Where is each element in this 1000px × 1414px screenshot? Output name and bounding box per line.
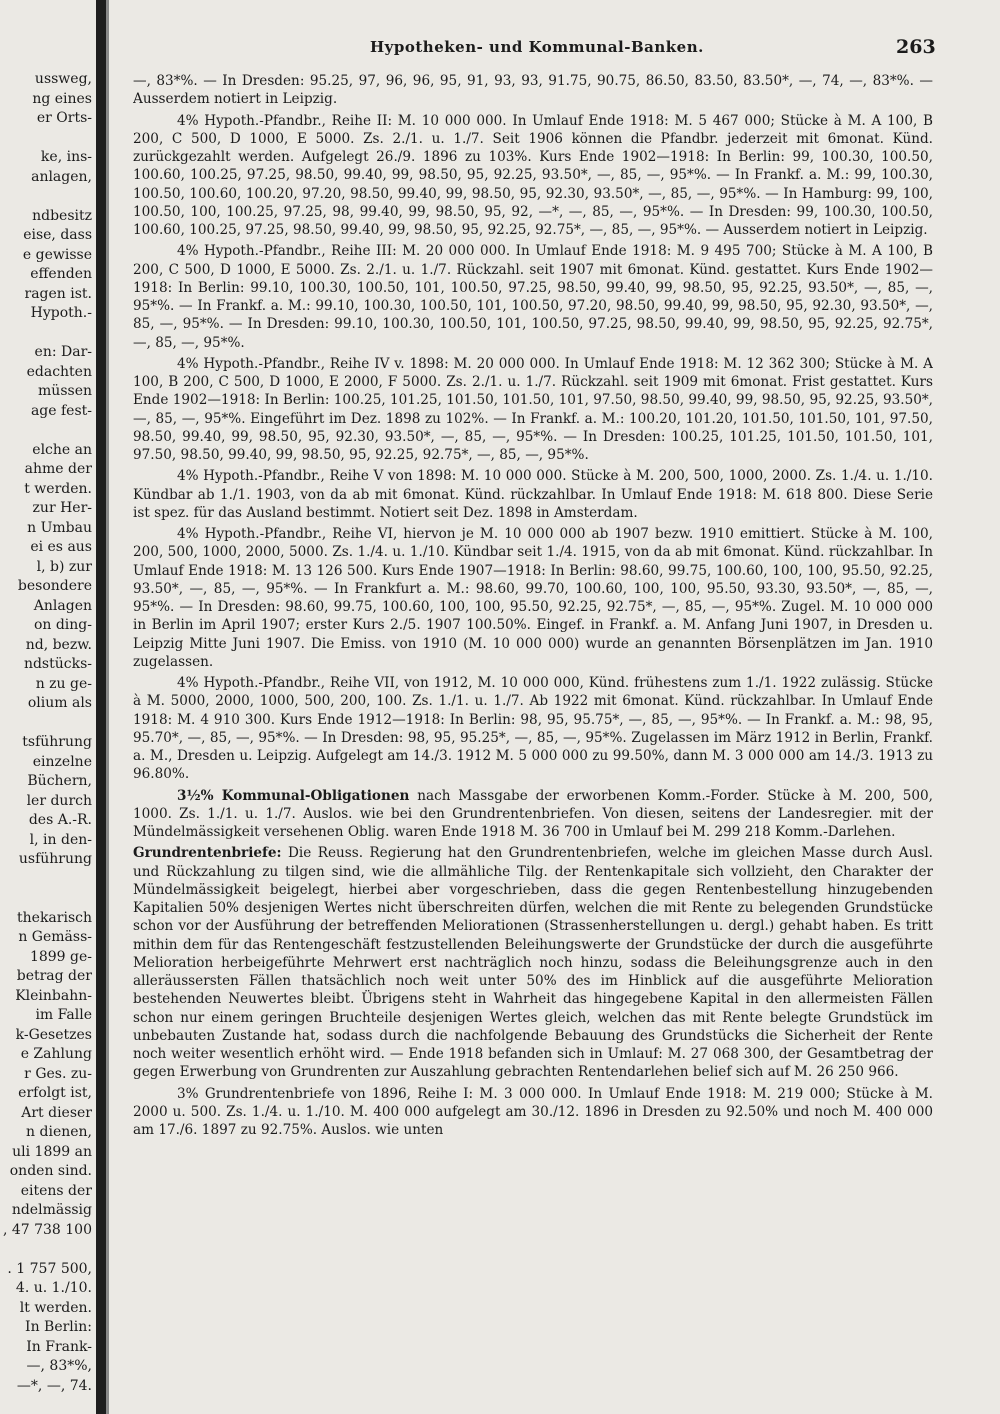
- adjacent-page-line: betrag der: [16, 968, 92, 984]
- paragraph-heading: Grundrentenbriefe:: [133, 845, 282, 862]
- paragraph-text: 4% Hypoth.-Pfandbr., Reihe VI, hiervon je M. 10 000 000 ab 1907 bezw. 1910 emittiert. Stücke à M. 100, 200, 500, 1000, 2000, 5000. Zs. 1./4. u. 1./10. Kündbar seit 1./4. 1915, von da ab mit 6monat. Künd. rückzahlbar. In Umlauf Ende 1918: M. 13 126 500. Kurs Ende 1907—1918: In Berlin: 98.60, 99.75, 100.60, 100, 100, 95.50, 92.25, 93.50*, —, 85, —, 95*%. — In Frankfurt a. M.: 98.60, 99.70, 100.60, 100, 100, 95.50, 93.30, 93.50*, —, 85, —, 95*%. — In Dresden: 98.60, 99.75, 100.60, 100, 100, 95.50, 92.25, 92.75*, —, 85, —, 95*%. Zugel. M. 10 000 000 in Berlin im April 1907; erster Kurs 2./5. 1907 100.50%. Eingef. in Frankf. a. M. Anfang Juni 1907, in Dresden u. Leipzig Mitte Juni 1907. Die Emiss. von 1910 (M. 10 000 000) wurde an genannten Börsenplätzen im Jan. 1910 zugelassen.: [133, 526, 933, 670]
- adjacent-page-line: ndstücks-: [23, 656, 92, 672]
- adjacent-page-line: k-Gesetzes: [15, 1026, 92, 1043]
- adjacent-page-line: , 47 738 100: [2, 1221, 92, 1238]
- paragraph: [133, 674, 933, 784]
- adjacent-page-line: besondere: [17, 578, 92, 594]
- adjacent-page-line: n Gemäss-: [18, 929, 92, 945]
- adjacent-page-line: ler durch: [26, 792, 92, 809]
- adjacent-page-line: thekarisch: [17, 909, 92, 926]
- adjacent-page-line: ke, ins-: [40, 149, 92, 165]
- adjacent-page-line: on ding-: [33, 617, 92, 633]
- adjacent-page-line: [0, 870, 96, 890]
- adjacent-page-line: Hypoth.-: [30, 305, 92, 321]
- adjacent-page-line: [0, 714, 96, 734]
- adjacent-page-line: onden sind.: [9, 1163, 92, 1179]
- adjacent-page-line: n zu ge-: [35, 675, 92, 692]
- adjacent-page-line: [0, 129, 96, 149]
- paragraph: [133, 242, 933, 352]
- paragraph-text: 4% Hypoth.-Pfandbr., Reihe II: M. 10 000 000. In Umlauf Ende 1918: M. 5 467 000; Stücke à M. A 100, B 200, C 500, D 1000, E 5000. Zs. 2./1. u. 1./7. Seit 1906 können die Pfandbr. jederzeit mit 6monat. Künd. zurückgezahlt werden. Aufgelegt 26./9. 1896 zu 103%. Kurs Ende 1902—1918: In Berlin: 99, 100.30, 100.50, 100.60, 100.25, 97.25, 98.50, 99.40, 99, 98.50, 95, 92.25, 93.50*, —, 85, —, 95*%. — In Frankf. a. M.: 99, 100.30, 100.50, 100.60, 100.20, 97.20, 98.50, 99.40, 99, 98.50, 95, 92.30, 93.50*, —, 85, —, 95*%. — In Hamburg: 99, 100, 100.50, 100, 100.25, 97.25, 98, 99.40, 99, 98.50, 95, 92, —*, —, 85, —, 95*%. — In Dresden: 99, 100.30, 100.50, 100.60, 100.25, 97.25, 98.50, 99.40, 99, 98.50, 95, 92.25, 92.75*, —, 85, —, 95*%. — Ausserdem notiert in Leipzig.: [133, 112, 933, 238]
- adjacent-page-line: ndbesitz: [32, 207, 92, 224]
- paragraph-text: 4% Hypoth.-Pfandbr., Reihe VII, von 1912, M. 10 000 000, Künd. frühestens zum 1./1. 1922 zulässig. Stücke à M. 5000, 2000, 1000, 500, 200, 100. Zs. 1./1. u. 1./7. Ab 1922 mit 6monat. Künd. rückzahlbar. In Umlauf Ende 1918: M. 4 910 300. Kurs Ende 1912—1918: In Berlin: 98, 95, 95.75*, —, 85, —, 95*%. — In Frankf. a. M.: 98, 95, 95.70*, —, 85, —, 95*%. — In Dresden: 98, 95, 95.25*, —, 85, —, 95*%. Zugelassen im März 1912 in Berlin, Frankf. a. M., Dresden u. Leipzig. Aufgelegt am 14./3. 1912 M. 5 000 000 zu 99.50%, dann M. 3 000 000 am 14./3. 1913 zu 96.80%.: [133, 675, 933, 783]
- adjacent-page-line: l, b) zur: [36, 558, 92, 575]
- paragraph-text: —, 83*%. — In Dresden: 95.25, 97, 96, 96, 95, 91, 93, 93, 91.75, 90.75, 86.50, 83.50, 83.50*, —, 74, —, 83*%. — Ausserdem notiert in Leipzig.: [133, 73, 933, 108]
- adjacent-page-line: age fest-: [30, 402, 92, 419]
- adjacent-page-line: In Frank-: [26, 1338, 92, 1355]
- adjacent-page-line: Art dieser: [21, 1104, 92, 1121]
- adjacent-page-line: e gewisse: [22, 246, 92, 263]
- adjacent-page-line: ng eines: [32, 90, 92, 107]
- paragraph-heading: 3½% Kommunal-Obligationen: [177, 787, 410, 804]
- adjacent-page-line: [0, 889, 96, 909]
- paragraph: [133, 844, 933, 1081]
- adjacent-page-line: —*, —, 74.: [16, 1377, 92, 1394]
- adjacent-page-line: edachten: [26, 363, 92, 380]
- adjacent-page-line: ragen ist.: [24, 285, 92, 302]
- paragraph-text: 4% Hypoth.-Pfandbr., Reihe IV v. 1898: M. 20 000 000. In Umlauf Ende 1918: M. 12 362 300; Stücke à M. A 100, B 200, C 500, D 1000, E 2000, F 5000. Zs. 2./1. u. 1./7. Rückzahl. seit 1909 mit 6monat. Frist gestattet. Kurs Ende 1902—1918: In Berlin: 100.25, 101.25, 101.50, 101.50, 101, 97.50, 98.50, 99.40, 99, 98.50, 95, 92.25, 93.50*, —, 85, —, 95*%. Eingeführt im Dez. 1898 zu 102%. — In Frankf. a. M.: 100.20, 101.20, 101.50, 101.50, 101, 97.50, 98.50, 99.40, 99, 98.50, 95, 92.30, 93.50*, —, 85, —, 95*%. — In Dresden: 100.25, 101.25, 101.50, 101.50, 101, 97.50, 98.50, 99.40, 99, 98.50, 95, 92.25, 92.75*, —, 85, —, 95*%.: [133, 355, 933, 463]
- paragraph-text: Die Reuss. Regierung hat den Grundrentenbriefen, welche im gleichen Masse durch Ausl. und Rückzahlung zu tilgen sind, wie die allmähliche Tilg. der Rentenkapitale sich vollzieht, den Charakter der Mündelmässigkeit beigelegt, hierbei aber vorgeschrieben, dass die gegen Rentenbestellung hinzugebenden Kapitalien 50% desjenigen Wertes nicht überschreiten dürfen, welchen die mit Rente zu belegenden Grundstücke schon vor der Ausführung der betreffenden Meliorationen (Strassenherstellungen u. dergl.) gehabt haben. Es tritt mithin dem für das Rentengeschäft festzustellenden Beleihungswerte der Grundstücke der durch die ausgeführte Melioration herbeigeführte Mehrwert erst nachträglich noch hinzu, sodass die Beleihungsgrenze auch in den alleräussersten Fällen thatsächlich noch weit unter 50% des im Hinblick auf die ausgeführte Melioration bestehenden Neuwertes bleibt. Übrigens steht in Wahrheit das hingegebene Kapital in den allermeisten Fällen schon nur einem geringen Bruchteile desjenigen Wertes gleich, welchen das mit Rente belegte Grundstück im unbebauten Zustande hat, sodass durch die nachfolgende Bebauung des Grundstücks die Sicherheit der Rente noch weiter wesentlich erhöht wird. — Ende 1918 befanden sich in Umlauf: M. 27 068 300, der Gesamtbetrag der gegen Erwerbung von Grundrenten zur Auszahlung gebrachten Rentendarlehen belief sich auf M. 26 250 966.: [133, 845, 933, 1081]
- paragraph: [133, 467, 933, 522]
- adjacent-page-line: Büchern,: [27, 773, 92, 789]
- adjacent-page-line: en: Dar-: [34, 344, 92, 360]
- adjacent-page-line: elche an: [32, 441, 92, 458]
- adjacent-page-line: l, in den-: [29, 831, 92, 848]
- adjacent-page-line: t werden.: [24, 480, 92, 497]
- adjacent-page-line: eitens der: [20, 1182, 92, 1199]
- adjacent-page-line: müssen: [38, 383, 92, 399]
- adjacent-page-line: ei es aus: [30, 539, 92, 555]
- main-text-column: [133, 72, 933, 1402]
- adjacent-page-line: In Berlin:: [25, 1319, 92, 1335]
- adjacent-page-line: [0, 187, 96, 207]
- paragraph: [133, 72, 933, 109]
- adjacent-page-line: einzelne: [32, 753, 92, 770]
- adjacent-page-line: nd, bezw.: [25, 636, 92, 653]
- adjacent-page-line: zur Her-: [32, 500, 92, 516]
- adjacent-page-line: Kleinbahn-: [15, 987, 92, 1004]
- adjacent-page-line: usführung: [18, 851, 92, 867]
- adjacent-page-line: im Falle: [35, 1007, 92, 1023]
- adjacent-page-line: er Orts-: [36, 110, 92, 126]
- adjacent-page-line: 4. u. 1./10.: [15, 1280, 92, 1296]
- page-number: 263: [896, 36, 936, 58]
- paragraph: [133, 787, 933, 842]
- adjacent-page-line: erfolgt ist,: [18, 1085, 92, 1101]
- adjacent-page-line: ndelmässig: [11, 1202, 92, 1218]
- adjacent-page-line: [0, 1240, 96, 1260]
- paragraph-text: 3% Grundrentenbriefe von 1896, Reihe I: M. 3 000 000. In Umlauf Ende 1918: M. 219 000; Stücke à M. 2000 u. 500. Zs. 1./4. u. 1./10. M. 400 000 aufgelegt am 30./12. 1896 in Dresden zu 92.50% und noch M. 400 000 am 17./6. 1897 zu 92.75%. Auslos. wie unten: [133, 1085, 933, 1138]
- paragraph: [133, 525, 933, 671]
- adjacent-page-line: des A.-R.: [28, 812, 92, 828]
- adjacent-page-line: n dienen,: [26, 1124, 92, 1140]
- paragraph-text: nach Massgabe der erworbenen Komm.-Forder. Stücke à M. 200, 500, 1000. Zs. 1./1. u. 1./7. Auslos. wie bei den Grundrentenbriefen. Von diesen, seitens der Landesregier. mit der Mündelmässigkeit versehenen Oblig. waren Ende 1918 M. 36 700 in Umlauf bei M. 299 218 Komm.-Darlehen.: [133, 787, 933, 840]
- adjacent-page-line: tsführung: [22, 734, 92, 750]
- adjacent-page-line: eise, dass: [23, 227, 92, 243]
- adjacent-page-line: n Umbau: [27, 519, 92, 536]
- adjacent-page-line: lt werden.: [19, 1299, 92, 1316]
- adjacent-page-line: Anlagen: [33, 597, 92, 614]
- adjacent-page-line: . 1 757 500,: [7, 1260, 92, 1277]
- adjacent-page-line: —, 83*%,: [26, 1358, 92, 1374]
- adjacent-page-line: 1899 ge-: [29, 948, 92, 965]
- running-title: Hypotheken- und Kommunal-Banken.: [370, 38, 704, 56]
- adjacent-page-line: ussweg,: [34, 71, 92, 87]
- adjacent-page-line: [0, 421, 96, 441]
- adjacent-page-line: e Zahlung: [20, 1046, 92, 1062]
- paragraph: [133, 1085, 933, 1140]
- paragraph: [133, 355, 933, 465]
- paragraph-text: 4% Hypoth.-Pfandbr., Reihe III: M. 20 000 000. In Umlauf Ende 1918: M. 9 495 700; Stücke à M. A 100, B 200, C 500, D 1000, E 5000. Zs. 2./1. u. 1./7. Rückzahl. seit 1907 mit 6monat. Künd. gestattet. Kurs Ende 1902—1918: In Berlin: 99.10, 100.30, 100.50, 101, 100.50, 97.25, 98.50, 99.40, 99, 98.50, 95, 92.25, 93.50*, —, 85, —, 95*%. — In Frankf. a. M.: 99.10, 100.30, 100.50, 101, 100.50, 97.20, 98.50, 99.40, 99, 98.50, 95, 92.30, 93.50*, —, 85, —, 95*%. — In Dresden: 99.10, 100.30, 100.50, 101, 100.50, 97.25, 98.50, 99.40, 99, 98.50, 95, 92.25, 92.75*, —, 85, —, 95*%.: [133, 243, 933, 351]
- paragraph-text: 4% Hypoth.-Pfandbr., Reihe V von 1898: M. 10 000 000. Stücke à M. 200, 500, 1000, 2000. Zs. 1./4. u. 1./10. Kündbar ab 1./1. 1903, von da ab mit 6monat. Künd. rückzahlbar. In Umlauf Ende 1918: M. 618 800. Diese Serie ist spez. für das Ausland bestimmt. Notiert seit Dez. 1898 in Amsterdam.: [133, 468, 933, 521]
- adjacent-page-line: anlagen,: [31, 168, 92, 185]
- adjacent-page-line: [0, 324, 96, 344]
- adjacent-page-line: r Ges. zu-: [24, 1065, 92, 1082]
- adjacent-page-column: [0, 70, 96, 1410]
- gutter-edge: [106, 0, 109, 1414]
- adjacent-page-line: ahme der: [24, 461, 92, 477]
- paragraph: [133, 112, 933, 240]
- adjacent-page-line: effenden: [30, 266, 92, 282]
- adjacent-page-line: olium als: [27, 695, 92, 711]
- adjacent-page-line: uli 1899 an: [12, 1143, 92, 1160]
- book-gutter: [96, 0, 106, 1414]
